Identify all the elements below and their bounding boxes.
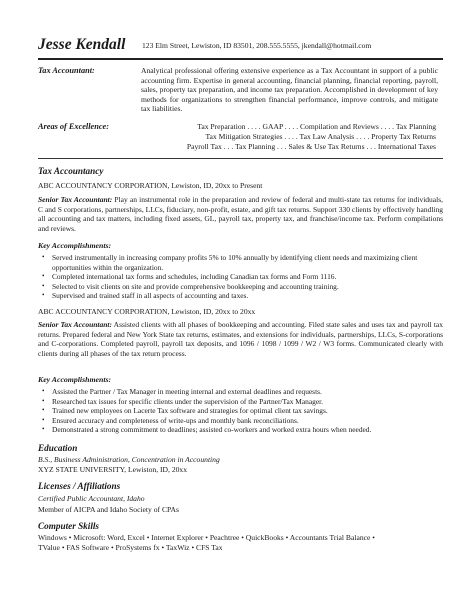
bullet-icon: • [42,253,45,261]
job2-accomplishments-label: Key Accomplishments: [38,375,112,384]
job1-accomplishments-list [38,253,443,301]
contact-info: 123 Elm Street, Lewiston, ID 83501, 208.555.5555, jkendall@hotmail.com [142,41,372,50]
licenses-title: Licenses / Affiliations [38,481,121,491]
job1-company: ABC ACCOUNTANCY CORPORATION, Lewiston, ID, 20xx to Present [38,181,263,190]
bullet-icon: • [42,415,45,424]
job2-accomplishments-list [38,387,443,435]
excellence-row-1: Tax Preparation . . . . GAAP . . . . Compilation and Reviews . . . . Tax Planning [197,122,436,131]
job2-description [38,320,443,358]
section-divider [38,158,443,159]
list-item: • Completed international tax forms and schedules, including Canadian tax forms and Form 1116. [42,272,337,281]
job1-accomplishments-label: Key Accomplishments: [38,241,112,250]
bullet-icon: • [42,406,45,414]
computer-skills-title: Computer Skills [38,521,100,531]
bullet-icon: • [42,291,45,299]
job1-description [38,195,443,233]
job1-role: Senior Tax Accountant: [38,195,113,204]
job1-desc-text: Play an instrumental role in the preparation and review of federal and multi-state tax returns for individuals, C and S corporations, partnerships, LLCs, fiduciary, non-profit, estate, and gift tax returns. Support 330 clients by effectively handling all accounting and tax matters, including fixed assets, GL, payroll tax, property tax, and franchise/income tax. Perform compilations and reviews. [38,195,443,233]
list-item: • Demonstrated a strong commitment to deadlines; assisted co-workers and worked extra hours when needed. [42,425,372,434]
list-item: • Ensured accuracy and completeness of write-ups and monthly bank reconciliations. [42,415,299,425]
list-item: • Researched tax issues for specific clients under the supervision of the Partner/Tax Manager. [42,396,323,406]
job2-company: ABC ACCOUNTANCY CORPORATION, Lewiston, ID, 20xx to 20xx [38,307,256,316]
summary-label: Tax Accountant: [38,66,95,75]
licenses-line-1: Certified Public Accountant, Idaho [38,494,145,503]
education-title: Education [38,443,78,453]
header-divider [38,58,443,60]
bullet-icon: • [42,425,45,433]
list-item: • Selected to visit clients on site and provide comprehensive bookkeeping and accounting training. [42,281,339,291]
excellence-row-2: Tax Mitigation Strategies . . . . Tax Law Analysis . . . . Property Tax Returns [205,132,436,141]
job2-desc-text: Assisted clients with all phases of bookkeeping and accounting. Filed state sales and uses tax and payroll tax returns. Prepared federal and New York State tax returns, estimates, and extensions for individuals, partnerships, LLCs, S-corporations and C-corporations. Completed payroll, payroll tax deposits, and 1096 / 1098 / 1099 / W2 / W3 forms. Communicated clearly with clients during all phases of the tax return process. [38,320,443,358]
excellence-label: Areas of Excellence: [38,122,109,131]
list-item: • Trained new employees on Lacerte Tax software and strategies for optimal client tax savings. [42,406,328,415]
excellence-row-3: Payroll Tax . . . Tax Planning . . . Sales & Use Tax Returns . . . International Taxes [186,142,436,151]
list-item: • Assisted the Partner / Tax Manager in meeting internal and external deadlines and requests. [42,387,322,396]
experience-title: Tax Accountancy [38,166,104,176]
computer-skills-line-2: TValue • FAS Software • ProSystems fx • TaxWiz • CFS Tax [38,543,223,552]
list-item: • Served instrumentally in increasing company profits 5% to 10% annually by identifying client needs and maximizing client opportunities within the organization. [42,253,418,272]
bullet-icon: • [42,387,45,395]
bullet-icon: • [42,281,45,290]
bullet-icon: • [42,396,45,405]
bullet-icon: • [42,272,45,280]
computer-skills-line-1: Windows • Microsoft: Word, Excel • Internet Explorer • Peachtree • QuickBooks • Accountants Trial Balance • [38,533,375,542]
education-degree: B.S., Business Administration, Concentration in Accounting [38,455,220,464]
candidate-name: Jesse Kendall [38,36,126,53]
licenses-line-2: Member of AICPA and Idaho Society of CPAs [38,505,179,514]
job2-role: Senior Tax Accountant: [38,320,112,329]
list-item: • Supervised and trained staff in all aspects of accounting and taxes. [42,291,249,300]
summary-text: Analytical professional offering extensive experience as a Tax Accountant in support of a public accounting firm. Expertise in general accounting, financial planning, financial reporting, payroll, sales, property tax preparation, and income tax preparation. Accomplished in development of key methods for organizations to strengthen financial performance, improve controls, and mitigate tax liabilities. [141,66,438,114]
education-school: XYZ STATE UNIVERSITY, Lewiston, ID, 20xx [38,465,188,474]
